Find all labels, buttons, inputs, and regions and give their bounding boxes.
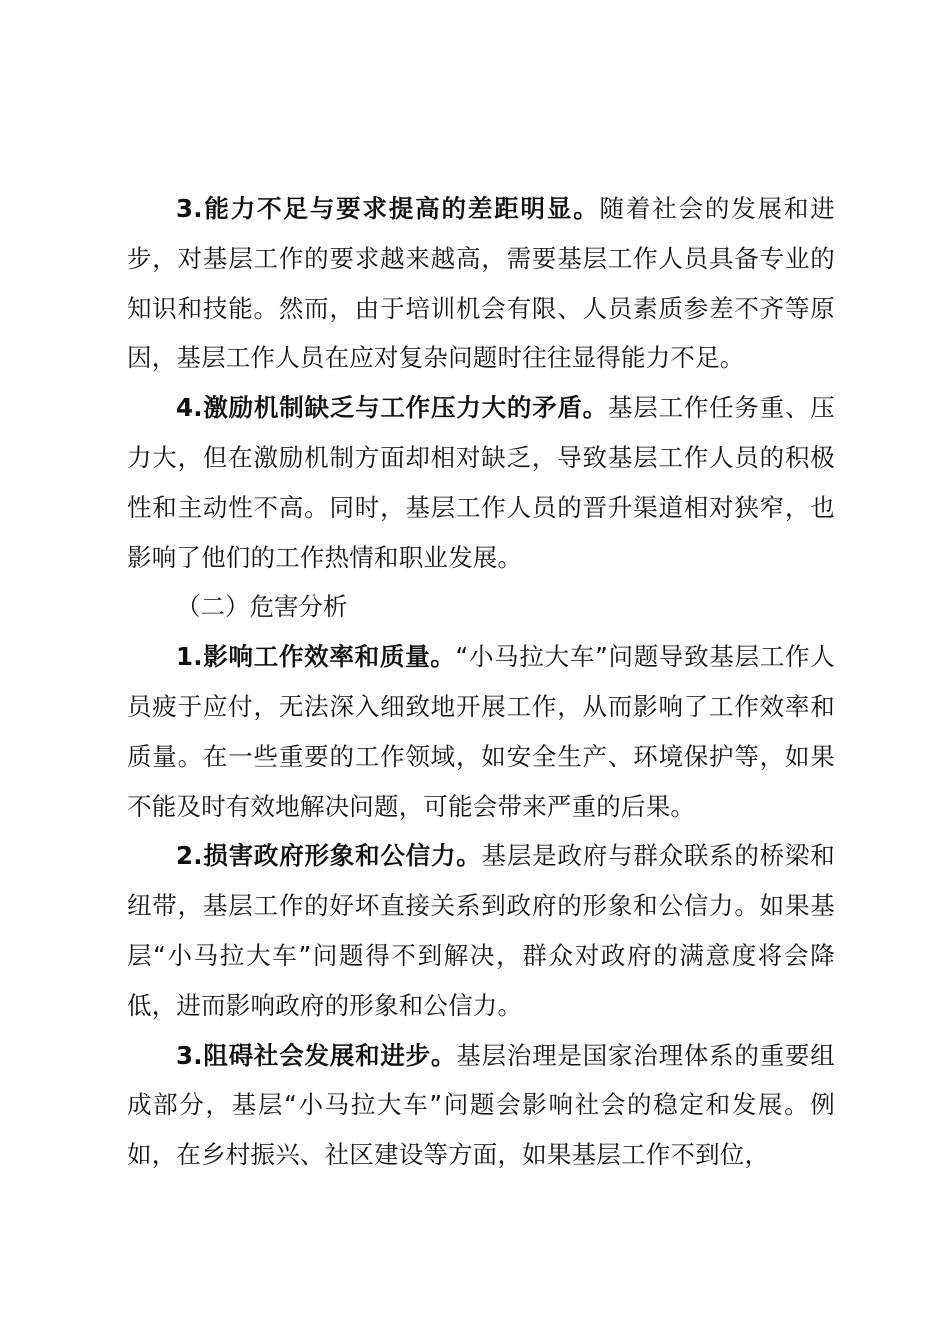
paragraph-incentive-conflict [127,383,835,582]
paragraph-government-image [127,831,835,1030]
paragraph-lead: 3.能力不足与要求提高的差距明显。 [176,194,600,223]
paragraph-text: “小马拉大车”问题导致基层工作人员疲于应付，无法深入细致地开展工作，从而影响了工作效率和质量。在一些重要的工作领域，如安全生产、环境保护等，如果不能及时有效地解决问题，可能会带来严重的后果。 [127,642,835,821]
document-body [127,184,835,1180]
paragraph-lead: 1.影响工作效率和质量。 [176,642,456,672]
paragraph-social-development [127,1031,835,1180]
paragraph-efficiency-quality [127,632,835,831]
paragraph-text: 基层是政府与群众联系的桥梁和纽带，基层工作的好坏直接关系到政府的形象和公信力。如果基层“小马拉大车”问题得不到解决，群众对政府的满意度将会降低，进而影响政府的形象和公信力。 [127,841,835,1020]
paragraph-lead: 3.阻碍社会发展和进步。 [176,1040,457,1070]
paragraph-lead: 4.激励机制缺乏与工作压力大的矛盾。 [176,393,608,423]
section-heading-harm-analysis: （二）危害分析 [176,592,348,622]
paragraph-text: 基层工作任务重、压力大，但在激励机制方面却相对缺乏，导致基层工作人员的积极性和主动性不高。同时，基层工作人员的晋升渠道相对狭窄，也影响了他们的工作热情和职业发展。 [127,393,835,572]
paragraph-text: 基层治理是国家治理体系的重要组成部分，基层“小马拉大车”问题会影响社会的稳定和发展。例如，在乡村振兴、社区建设等方面，如果基层工作不到位， [127,1040,835,1170]
paragraph-text: 随着社会的发展和进步，对基层工作的要求越来越高，需要基层工作人员具备专业的知识和技能。然而，由于培训机会有限、人员素质参差不齐等原因，基层工作人员在应对复杂问题时往往显得能力不足。 [127,194,835,373]
paragraph-lead: 2.损害政府形象和公信力。 [176,841,482,871]
paragraph-ability-gap [127,184,835,383]
